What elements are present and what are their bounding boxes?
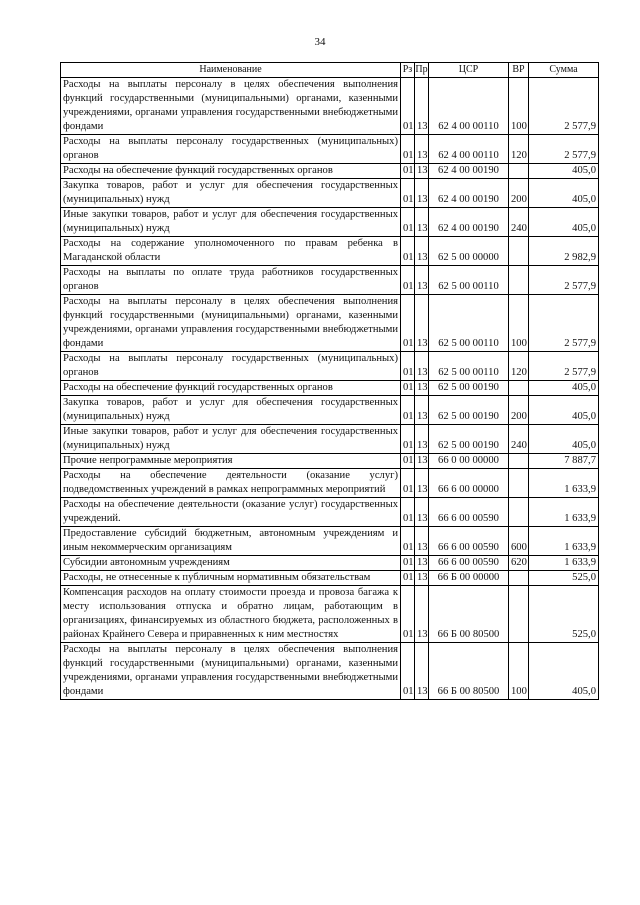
table-row xyxy=(61,556,599,571)
row-csr: 62 4 00 00190 xyxy=(429,164,509,179)
row-sum: 405,0 xyxy=(529,643,599,700)
row-sum: 1 633,9 xyxy=(529,556,599,571)
row-rz: 01 xyxy=(401,135,415,164)
row-vr xyxy=(509,381,529,396)
row-csr: 62 5 00 00000 xyxy=(429,237,509,266)
row-sum: 405,0 xyxy=(529,164,599,179)
row-name: Расходы, не отнесенные к публичным нормативным обязательствам xyxy=(61,571,401,586)
row-rz: 01 xyxy=(401,78,415,135)
row-pr: 13 xyxy=(415,266,429,295)
table-row xyxy=(61,498,599,527)
table-row xyxy=(61,527,599,556)
row-sum: 2 577,9 xyxy=(529,135,599,164)
row-sum: 1 633,9 xyxy=(529,527,599,556)
header-vr: ВР xyxy=(509,63,529,78)
row-name: Расходы на обеспечение функций государственных органов xyxy=(61,381,401,396)
row-rz: 01 xyxy=(401,396,415,425)
row-sum: 2 982,9 xyxy=(529,237,599,266)
row-vr xyxy=(509,237,529,266)
header-sum: Сумма xyxy=(529,63,599,78)
row-rz: 01 xyxy=(401,643,415,700)
table-row xyxy=(61,571,599,586)
table-row xyxy=(61,352,599,381)
row-rz: 01 xyxy=(401,266,415,295)
row-name: Расходы на обеспечение деятельности (оказание услуг) государственных учреждений. xyxy=(61,498,401,527)
row-csr: 62 5 00 00110 xyxy=(429,295,509,352)
table-row xyxy=(61,469,599,498)
table-row xyxy=(61,295,599,352)
table-row xyxy=(61,164,599,179)
row-name: Расходы на выплаты персоналу в целях обеспечения выполнения функций государственными (муниципальными) органами, казенными учреждениями, органами управления государственными внебюджетными фондами xyxy=(61,295,401,352)
row-sum: 405,0 xyxy=(529,381,599,396)
table-row xyxy=(61,179,599,208)
row-name: Предоставление субсидий бюджетным, автономным учреждениям и иным некоммерческим организациям xyxy=(61,527,401,556)
row-pr: 13 xyxy=(415,164,429,179)
row-name: Расходы на выплаты по оплате труда работников государственных органов xyxy=(61,266,401,295)
row-pr: 13 xyxy=(415,571,429,586)
row-rz: 01 xyxy=(401,179,415,208)
row-name: Расходы на обеспечение функций государственных органов xyxy=(61,164,401,179)
row-vr: 120 xyxy=(509,352,529,381)
row-vr: 200 xyxy=(509,179,529,208)
row-vr: 620 xyxy=(509,556,529,571)
row-vr: 100 xyxy=(509,643,529,700)
row-name: Расходы на выплаты персоналу в целях обеспечения выполнения функций государственными (муниципальными) органами, казенными учреждениями, органами управления государственными внебюджетными фондами xyxy=(61,78,401,135)
row-name: Закупка товаров, работ и услуг для обеспечения государственных (муниципальных) нужд xyxy=(61,179,401,208)
row-sum: 405,0 xyxy=(529,425,599,454)
row-csr: 66 0 00 00000 xyxy=(429,454,509,469)
row-rz: 01 xyxy=(401,586,415,643)
row-csr: 62 4 00 00190 xyxy=(429,179,509,208)
table-row xyxy=(61,135,599,164)
header-csr: ЦСР xyxy=(429,63,509,78)
row-name: Иные закупки товаров, работ и услуг для обеспечения государственных (муниципальных) нужд xyxy=(61,425,401,454)
table-header-row xyxy=(61,63,599,78)
row-sum: 525,0 xyxy=(529,571,599,586)
row-name: Расходы на обеспечение деятельности (оказание услуг) подведомственных учреждений в рамках непрограммных мероприятий xyxy=(61,469,401,498)
row-vr xyxy=(509,164,529,179)
row-pr: 13 xyxy=(415,469,429,498)
row-pr: 13 xyxy=(415,381,429,396)
row-name: Иные закупки товаров, работ и услуг для обеспечения государственных (муниципальных) нужд xyxy=(61,208,401,237)
row-csr: 62 5 00 00190 xyxy=(429,381,509,396)
table-row xyxy=(61,396,599,425)
row-rz: 01 xyxy=(401,469,415,498)
row-rz: 01 xyxy=(401,498,415,527)
row-sum: 2 577,9 xyxy=(529,352,599,381)
row-csr: 66 6 00 00590 xyxy=(429,527,509,556)
table-row xyxy=(61,237,599,266)
row-vr: 240 xyxy=(509,425,529,454)
table-row xyxy=(61,586,599,643)
row-vr: 600 xyxy=(509,527,529,556)
row-pr: 13 xyxy=(415,396,429,425)
table-row xyxy=(61,381,599,396)
row-csr: 62 5 00 00190 xyxy=(429,396,509,425)
row-vr xyxy=(509,454,529,469)
row-pr: 13 xyxy=(415,78,429,135)
row-pr: 13 xyxy=(415,454,429,469)
row-sum: 1 633,9 xyxy=(529,469,599,498)
row-sum: 2 577,9 xyxy=(529,266,599,295)
row-sum: 2 577,9 xyxy=(529,295,599,352)
row-pr: 13 xyxy=(415,208,429,237)
row-rz: 01 xyxy=(401,527,415,556)
row-rz: 01 xyxy=(401,164,415,179)
row-sum: 7 887,7 xyxy=(529,454,599,469)
row-csr: 62 5 00 00110 xyxy=(429,266,509,295)
row-vr xyxy=(509,498,529,527)
row-name: Субсидии автономным учреждениям xyxy=(61,556,401,571)
row-rz: 01 xyxy=(401,352,415,381)
row-name: Прочие непрограммные мероприятия xyxy=(61,454,401,469)
row-name: Расходы на выплаты персоналу государственных (муниципальных) органов xyxy=(61,135,401,164)
row-pr: 13 xyxy=(415,352,429,381)
row-pr: 13 xyxy=(415,135,429,164)
row-vr xyxy=(509,586,529,643)
row-pr: 13 xyxy=(415,643,429,700)
row-rz: 01 xyxy=(401,556,415,571)
row-csr: 62 4 00 00110 xyxy=(429,135,509,164)
row-csr: 66 6 00 00000 xyxy=(429,469,509,498)
row-rz: 01 xyxy=(401,295,415,352)
row-vr: 120 xyxy=(509,135,529,164)
row-csr: 66 Б 00 80500 xyxy=(429,643,509,700)
row-csr: 66 Б 00 00000 xyxy=(429,571,509,586)
row-name: Компенсация расходов на оплату стоимости проезда и провоза багажа к месту использования отпуска и обратно лицам, работающим в организациях, финансируемых из областного бюджета, расположенных в районах Крайнего Севера и приравненных к ним местностях xyxy=(61,586,401,643)
row-vr: 200 xyxy=(509,396,529,425)
row-rz: 01 xyxy=(401,454,415,469)
row-pr: 13 xyxy=(415,586,429,643)
row-rz: 01 xyxy=(401,571,415,586)
row-csr: 66 6 00 00590 xyxy=(429,498,509,527)
row-pr: 13 xyxy=(415,295,429,352)
row-csr: 62 4 00 00110 xyxy=(429,78,509,135)
row-sum: 2 577,9 xyxy=(529,78,599,135)
row-sum: 525,0 xyxy=(529,586,599,643)
row-name: Расходы на выплаты персоналу в целях обеспечения выполнения функций государственными (муниципальными) органами, казенными учреждениями, органами управления государственными внебюджетными фондами xyxy=(61,643,401,700)
row-vr xyxy=(509,469,529,498)
row-vr xyxy=(509,571,529,586)
table-row xyxy=(61,266,599,295)
table-row xyxy=(61,78,599,135)
row-name: Расходы на выплаты персоналу государственных (муниципальных) органов xyxy=(61,352,401,381)
row-pr: 13 xyxy=(415,237,429,266)
row-csr: 62 4 00 00190 xyxy=(429,208,509,237)
row-sum: 405,0 xyxy=(529,396,599,425)
row-vr: 100 xyxy=(509,295,529,352)
row-sum: 405,0 xyxy=(529,179,599,208)
table-row xyxy=(61,643,599,700)
page-number: 34 xyxy=(314,36,326,48)
row-pr: 13 xyxy=(415,425,429,454)
row-csr: 62 5 00 00190 xyxy=(429,425,509,454)
row-csr: 62 5 00 00110 xyxy=(429,352,509,381)
row-vr: 100 xyxy=(509,78,529,135)
header-name: Наименование xyxy=(61,63,401,78)
table-row xyxy=(61,208,599,237)
row-csr: 66 6 00 00590 xyxy=(429,556,509,571)
row-sum: 1 633,9 xyxy=(529,498,599,527)
row-rz: 01 xyxy=(401,381,415,396)
row-rz: 01 xyxy=(401,425,415,454)
header-rz: Рз xyxy=(401,63,415,78)
row-sum: 405,0 xyxy=(529,208,599,237)
budget-table xyxy=(60,62,599,700)
row-name: Расходы на содержание уполномоченного по правам ребенка в Магаданской области xyxy=(61,237,401,266)
row-pr: 13 xyxy=(415,527,429,556)
row-rz: 01 xyxy=(401,237,415,266)
row-rz: 01 xyxy=(401,208,415,237)
row-csr: 66 Б 00 80500 xyxy=(429,586,509,643)
row-pr: 13 xyxy=(415,498,429,527)
header-pr: Пр xyxy=(415,63,429,78)
row-pr: 13 xyxy=(415,556,429,571)
table-row xyxy=(61,425,599,454)
row-pr: 13 xyxy=(415,179,429,208)
row-name: Закупка товаров, работ и услуг для обеспечения государственных (муниципальных) нужд xyxy=(61,396,401,425)
row-vr: 240 xyxy=(509,208,529,237)
row-vr xyxy=(509,266,529,295)
table-row xyxy=(61,454,599,469)
